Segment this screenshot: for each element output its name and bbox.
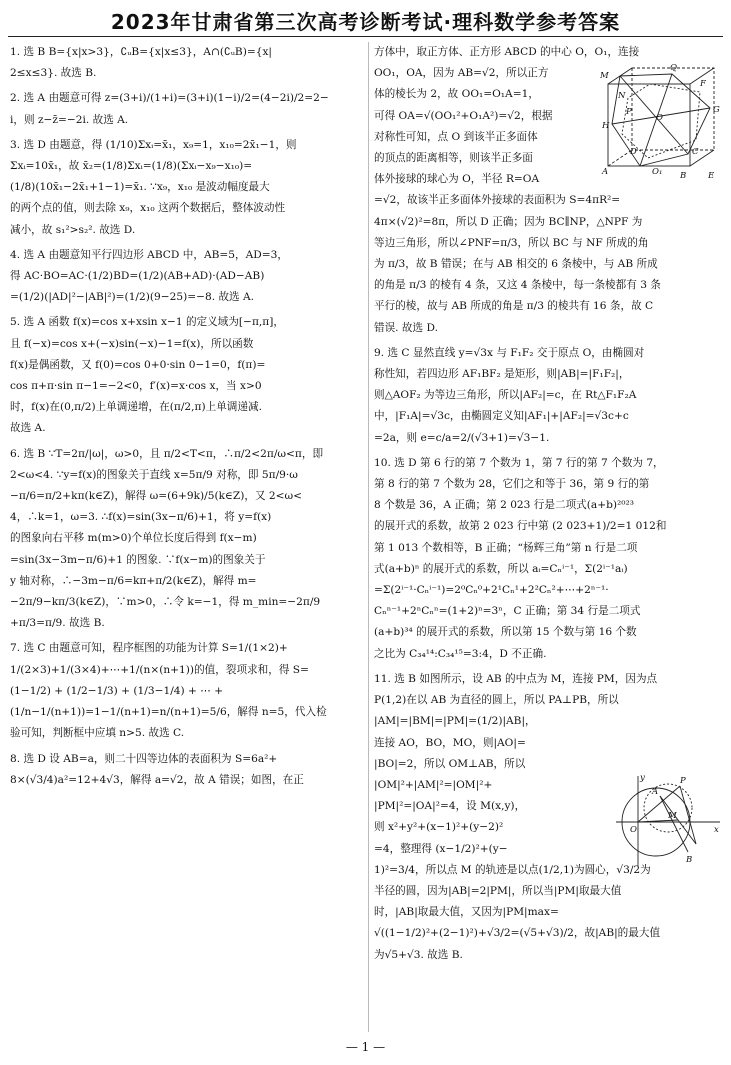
column-divider [368,42,369,1032]
label-H: H [602,121,610,131]
text-line: =2a，则 e=c/a=2/(√3+1)=√3−1. [374,431,550,444]
text-line: OO₁，OA，因为 AB=√2，所以正方 [374,67,549,80]
text-line: 为 π/3，故 B 错误；在与 AB 相交的 6 条棱中，与 AB 所成 [374,258,658,271]
text-line: 1. 选 B B={x|x>3}，∁ᵤB={x|x≤3}，A∩(∁ᵤB)={x| [10,46,272,58]
label-B: B [680,171,687,181]
text-line: 7. 选 C 由题意可知，程序框图的功能为计算 S=1/(1×2)+ [10,642,288,655]
label-P: P [626,107,632,117]
text-line: i，则 z−z̄=−2i. 故选 A. [10,113,129,126]
text-line: Cₙⁿ⁻¹+2ⁿCₙⁿ=(1+2)ⁿ=3ⁿ，C 正确；第 34 行是二项式 [374,605,641,618]
text-line: (1/n−1/(n+1))=1−1/(n+1)=n/(n+1)=5/6，解得 n=5，代入检 [10,706,327,719]
label-M: M [600,71,609,81]
text-line: =√2，故该半正多面体外接球的表面积为 S=4πR²= [374,194,621,207]
label-P2: P [680,776,686,786]
right-column [374,42,724,1032]
label-N: N [618,91,626,101]
label-x: x [714,825,719,835]
text-line: 平行的棱，故与 AB 所成的角是 π/3 的棱共有 16 条，故 C [374,300,654,313]
text-line: 得 AC·BO=AC·(1/2)BD=(1/2)(AB+AD)·(AD−AB) [10,270,265,283]
text-line: 验可知，判断框中应填 n>5. 故选 C. [10,727,185,740]
text-line: 半径的圆，因为|AB|=2|PM|，所以当|PM|取最大值 [374,884,622,897]
text-line: 8. 选 D 设 AB=a，则二十四等边体的表面积为 S=6a²+ [10,752,278,765]
label-O2: O [630,825,637,835]
text-line: −2π/9−kπ/3(k∈Z)，∵m>0，∴令 k=−1，得 m_min=−2π/9 [10,596,321,609]
text-line: 且 f(−x)=cos x+(−x)sin(−x)−1=f(x)，所以函数 [10,337,254,350]
text-line: 11. 选 B 如图所示，设 AB 的中点为 M，连接 PM，因为点 [374,672,658,685]
text-line: 式(a+b)ⁿ 的展开式的系数，所以 aᵢ=Cₙⁱ⁻¹，Σ(2ⁱ⁻¹aᵢ) [374,562,628,575]
text-line: y 轴对称，∴−3m−π/6=kπ+π/2(k∈Z)，解得 m= [10,574,257,587]
label-y: y [640,773,645,783]
text-line: (1−1/2) + (1/2−1/3) + (1/3−1/4) + ⋯ + [10,684,224,697]
text-line: |PM|²=|OA|²=4，设 M(x,y)， [374,800,526,813]
label-O1: O₁ [652,167,663,177]
label-B2: B [686,855,693,865]
text-line: 方体中，取正方体、正方形 ABCD 的中心 O，O₁，连接 [374,46,640,58]
page-number: — 1 — [345,1040,386,1054]
text-line: 则 x²+y²+(x−1)²+(y−2)² [374,821,504,834]
label-A: A [602,167,609,177]
polyhedron-figure [600,62,722,190]
text-line: =(1/2)(|AD|²−|AB|²)=(1/2)(9−25)=−8. 故选 A. [10,291,255,304]
text-line: 1)²=3/4，所以点 M 的轨迹是以点(1/2,1)为圆心，√3/2为 [374,863,651,876]
text-line: 的两个点的值，则去除 x₉，x₁₀ 这两个数据后，整体波动性 [10,202,286,215]
text-line: 等边三角形，所以∠PNF=π/3，所以 BC 与 NF 所成的角 [374,236,649,249]
text-line: 4，∴k=1，ω=3. ∴f(x)=sin(3x−π/6)+1，将 y=f(x) [10,511,272,524]
text-line: 减小，故 s₁²>s₂². 故选 D. [10,223,136,236]
text-line: 的展开式的系数，故第 2 023 行中第 (2 023+1)/2=1 012和 [374,520,667,533]
text-line: |AM|=|BM|=|PM|=(1/2)|AB|， [374,715,536,728]
text-line: 4. 选 A 由题意知平行四边形 ABCD 中，AB=5，AD=3， [10,248,288,261]
label-O: O [656,113,663,123]
text-line: 错误. 故选 D. [374,321,438,334]
text-line: =Σ(2ⁱ⁻¹·Cₙⁱ⁻¹)=2⁰Cₙ⁰+2¹Cₙ¹+2²Cₙ²+⋯+2ⁿ⁻¹· [374,584,609,597]
label-D: D [630,147,637,157]
text-line: 8×(√3/4)a²=12+4√3，解得 a=√2，故 A 错误；如图，在正 [10,773,304,786]
label-A2: A [652,787,659,797]
text-line: 1/(2×3)+1/(3×4)+⋯+1/(n×(n+1))的值，裂项求和，得 S= [10,663,309,676]
label-F: F [700,79,706,89]
text-line: 5. 选 A 函数 f(x)=cos x+xsin x−1 的定义域为[−π,π]， [10,316,284,329]
text-line: 故选 A. [10,422,46,435]
text-line: f(x)是偶函数，又 f(0)=cos 0+0·sin 0−1=0，f(π)= [10,358,266,371]
text-line: 的图象向右平移 m(m>0)个单位长度后得到 f(x−m) [10,532,257,545]
text-line: 的角是 π/3 的棱有 4 条，又这 4 条棱中，每一条棱都有 3 条 [374,279,661,292]
text-line: 2<ω<4. ∵y=f(x)的图象关于直线 x=5π/9 对称，即 5π/9·ω [10,468,298,481]
text-line: |BO|=2，所以 OM⊥AB，所以 [374,757,526,770]
label-G: G [713,105,720,115]
title-rule [8,36,723,37]
label-M2: M [668,811,677,821]
circle-figure [612,772,724,868]
text-line: (a+b)³⁴ 的展开式的系数，所以第 15 个数与第 16 个数 [374,626,637,639]
text-line: 时，f(x)在(0,π/2)上单调递增，在(π/2,π)上单调递减. [10,401,262,414]
text-line: 6. 选 B ∵T=2π/|ω|，ω>0，且 π/2<T<π，∴π/2<2π/ω<π，即 [10,447,324,460]
text-line: −π/6=π/2+kπ(k∈Z)，解得 ω=(6+9k)/5(k∈Z)，又 2<ω< [10,490,303,503]
text-line: 可得 OA=√(OO₁²+O₁A²)=√2，根据 [374,109,553,122]
text-line: =sin(3x−3m−π/6)+1 的图象. ∵f(x−m)的图象关于 [10,553,266,566]
text-line: 2≤x≤3}. 故选 B. [10,67,97,80]
text-line: 为√5+√3. 故选 B. [374,948,463,961]
text-line: 10. 选 D 第 6 行的第 7 个数为 1，第 7 行的第 7 个数为 7， [374,456,664,469]
text-line: 9. 选 C 显然直线 y=√3x 与 F₁F₂ 交于原点 O，由椭圆对 [374,346,645,359]
text-line: 中，|F₁A|=√3c，由椭圆定义知|AF₁|+|AF₂|=√3c+c [374,410,629,423]
text-line: 连接 AO，BO，MO，则|AO|= [374,736,526,749]
text-line: 8 个数是 36，A 正确；第 2 023 行是二项式(a+b)²⁰²³ [374,499,634,512]
label-E: E [708,171,715,181]
text-line: Σxᵢ=10x̄₁，故 x̄₂=(1/8)Σxᵢ=(1/8)(Σxᵢ−x₉−x₁₀)= [10,160,253,173]
text-line: 4π×(√2)²=8π，所以 D 正确；因为 BC∥NP，△NPF 为 [374,215,643,228]
label-Q: Q [670,63,677,73]
text-line: 体的棱长为 2，故 OO₁=O₁A=1， [374,88,539,101]
text-line: cos π+π·sin π−1=−2<0，f′(x)=x·cos x，当 x>0 [10,380,262,393]
text-line: 称性知，若四边形 AF₁BF₂ 是矩形，则|AB|=|F₁F₂|， [374,368,630,381]
page-title: 2023年甘肃省第三次高考诊断考试·理科数学参考答案 [110,10,621,34]
text-line: (1/8)(10x̄₁−2x̄₁+1−1)=x̄₁. ∵x₉，x₁₀ 是波动幅度最大 [10,181,270,194]
text-line: P(1,2)在以 AB 为直径的圆上，所以 PA⊥PB，所以 [374,694,619,707]
left-column [10,42,366,1032]
label-C: C [692,147,699,157]
text-line: 之比为 C₃₄¹⁴:C₃₄¹⁵=3:4，D 不正确. [374,647,547,660]
text-line: |OM|²+|AM|²=|OM|²+ [374,778,493,791]
text-line: 时，|AB|取最大值，又因为|PM|max= [374,906,559,919]
text-line: √((1−1/2)²+(2−1)²)+√3/2=(√5+√3)/2，故|AB|的最大值 [374,927,661,940]
text-line: 第 8 行的第 7 个数为 28，它们之和等于 36，第 9 行的第 [374,478,650,491]
text-line: 体外接球的球心为 O，半径 R=OA [374,173,540,186]
text-line: 第 1 013 个数相等，B 正确；“杨辉三角”第 n 行是二项 [374,541,638,554]
text-line: 3. 选 D 由题意，得 (1/10)Σxᵢ=x̄₁，x₉=1，x₁₀=2x̄₁−1，则 [10,138,297,151]
text-line: 则△AOF₂ 为等边三角形，所以|AF₂|=c，在 Rt△F₁F₂A [374,389,637,402]
text-line: +π/3=π/9. 故选 B. [10,617,105,630]
text-line: 的顶点的距离相等，则该半正多面 [374,152,533,165]
text-line: 对称性可知，点 O 到该半正多面体 [374,130,538,143]
text-line: 2. 选 A 由题意可得 z=(3+i)/(1+i)=(3+i)(1−i)/2=(4−2i)/2=2− [10,92,329,105]
text-line: =4，整理得 (x−1/2)²+(y− [374,842,508,855]
